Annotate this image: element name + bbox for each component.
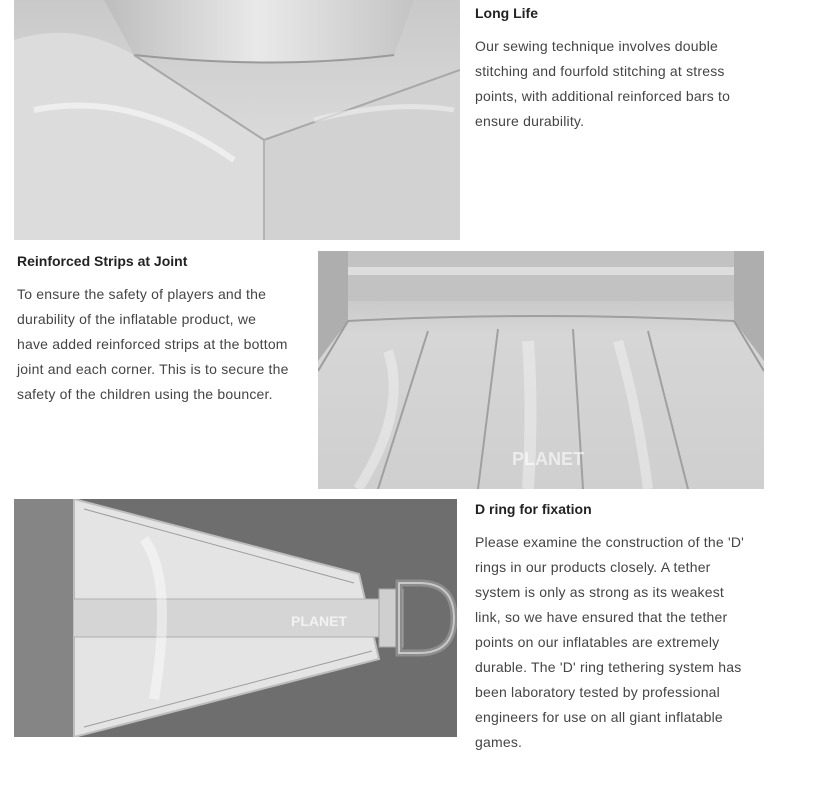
text-line: been laboratory tested by professional: [475, 684, 720, 700]
text-line: rings in our products closely. A tether: [475, 559, 711, 575]
watermark-text: PLANET: [291, 613, 347, 629]
d-ring-description: [475, 530, 815, 755]
reinforced-strips-description: [17, 282, 312, 407]
text-line: points, with additional reinforced bars to: [475, 88, 731, 104]
reinforced-strips-section: [17, 252, 312, 407]
bouncer-floor-photo: [318, 251, 764, 489]
text-line: durable. The 'D' ring tethering system has: [475, 659, 742, 675]
text-line: stitching and fourfold stitching at stress: [475, 63, 725, 79]
d-ring-heading: D ring for fixation: [475, 501, 592, 517]
inflatable-corner-photo: [14, 0, 460, 240]
text-line: system is only as strong as its weakest: [475, 584, 724, 600]
text-line: joint and each corner. This is to secure the: [17, 361, 289, 377]
text-line: durability of the inflatable product, we: [17, 311, 257, 327]
d-ring-photo: [14, 499, 457, 737]
text-line: points on our inflatables are extremely: [475, 634, 720, 650]
long-life-section: [475, 4, 815, 134]
text-line: link, so we have ensured that the tether: [475, 609, 728, 625]
text-line: games.: [475, 734, 523, 750]
text-line: Please examine the construction of the 'D': [475, 534, 744, 550]
reinforced-strips-heading: Reinforced Strips at Joint: [17, 253, 188, 269]
text-line: safety of the children using the bouncer.: [17, 386, 273, 402]
text-line: ensure durability.: [475, 113, 585, 129]
long-life-description: [475, 34, 815, 134]
text-line: Our sewing technique involves double: [475, 38, 719, 54]
long-life-heading: Long Life: [475, 5, 538, 21]
text-line: engineers for use on all giant inflatable: [475, 709, 723, 725]
text-line: have added reinforced strips at the bottom: [17, 336, 288, 352]
watermark-text: PLANET: [512, 449, 584, 469]
text-line: To ensure the safety of players and the: [17, 286, 267, 302]
d-ring-section: [475, 500, 815, 755]
